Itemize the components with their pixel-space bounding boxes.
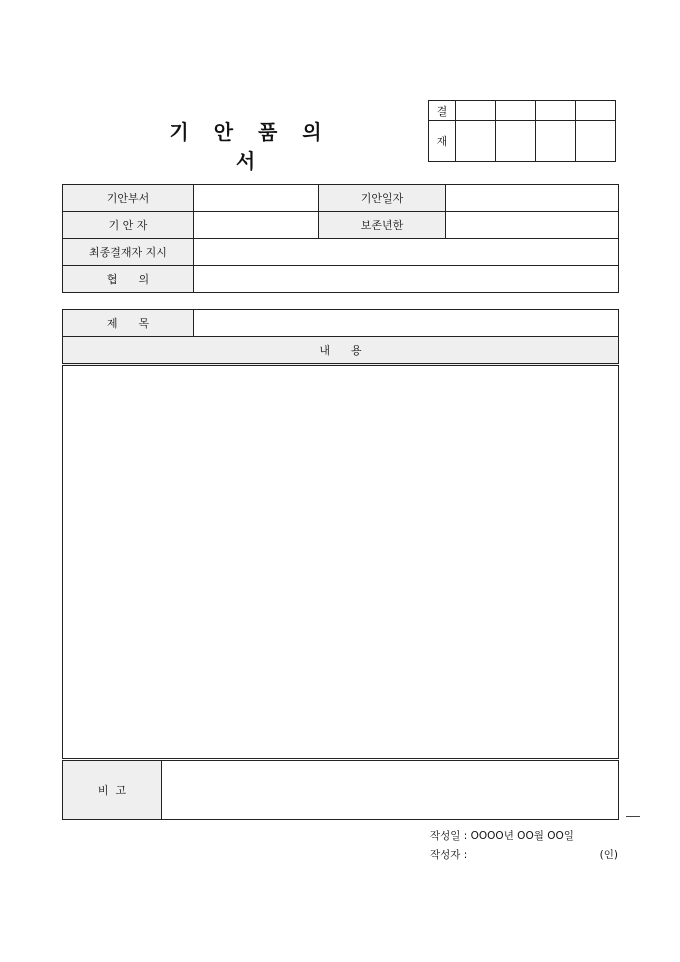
content-body-field[interactable] [63,365,619,759]
approval-sign-cell-4[interactable] [576,121,616,162]
edge-dash-mark [626,816,640,817]
info-table [62,184,619,293]
approval-table [428,100,616,162]
approval-label-bottom: 재 [429,121,456,162]
retention-label: 보존년한 [319,212,446,239]
approval-title-cell-4[interactable] [576,101,616,121]
final-approver-field[interactable] [194,239,619,266]
approval-title-cell-1[interactable] [456,101,496,121]
approval-sign-cell-2[interactable] [496,121,536,162]
remark-table [62,760,619,820]
drafter-label: 기 안 자 [63,212,194,239]
dept-field[interactable] [194,185,319,212]
remark-field[interactable] [162,761,619,820]
subject-label: 제 목 [63,310,194,337]
approval-title-cell-3[interactable] [536,101,576,121]
drafter-field[interactable] [194,212,319,239]
retention-field[interactable] [446,212,619,239]
content-label: 내 용 [63,337,619,365]
main-table [62,309,619,759]
consult-label: 협 의 [63,266,194,293]
footer-author-label: 작성자 : [430,849,468,861]
footer-date: 작성일 : OOOO년 OO월 OO일 [430,830,574,842]
date-field[interactable] [446,185,619,212]
approval-title-cell-2[interactable] [496,101,536,121]
approval-sign-cell-1[interactable] [456,121,496,162]
footer-seal: (인) [599,849,618,861]
approval-sign-cell-3[interactable] [536,121,576,162]
subject-field[interactable] [194,310,619,337]
remark-label: 비 고 [63,761,162,820]
consult-field[interactable] [194,266,619,293]
final-approver-label: 최종결재자 지시 [63,239,194,266]
approval-label-top: 결 [429,101,456,121]
footer [430,827,618,865]
date-label: 기안일자 [319,185,446,212]
document-title: 기 안 품 의 서 [169,120,331,173]
dept-label: 기안부서 [63,185,194,212]
